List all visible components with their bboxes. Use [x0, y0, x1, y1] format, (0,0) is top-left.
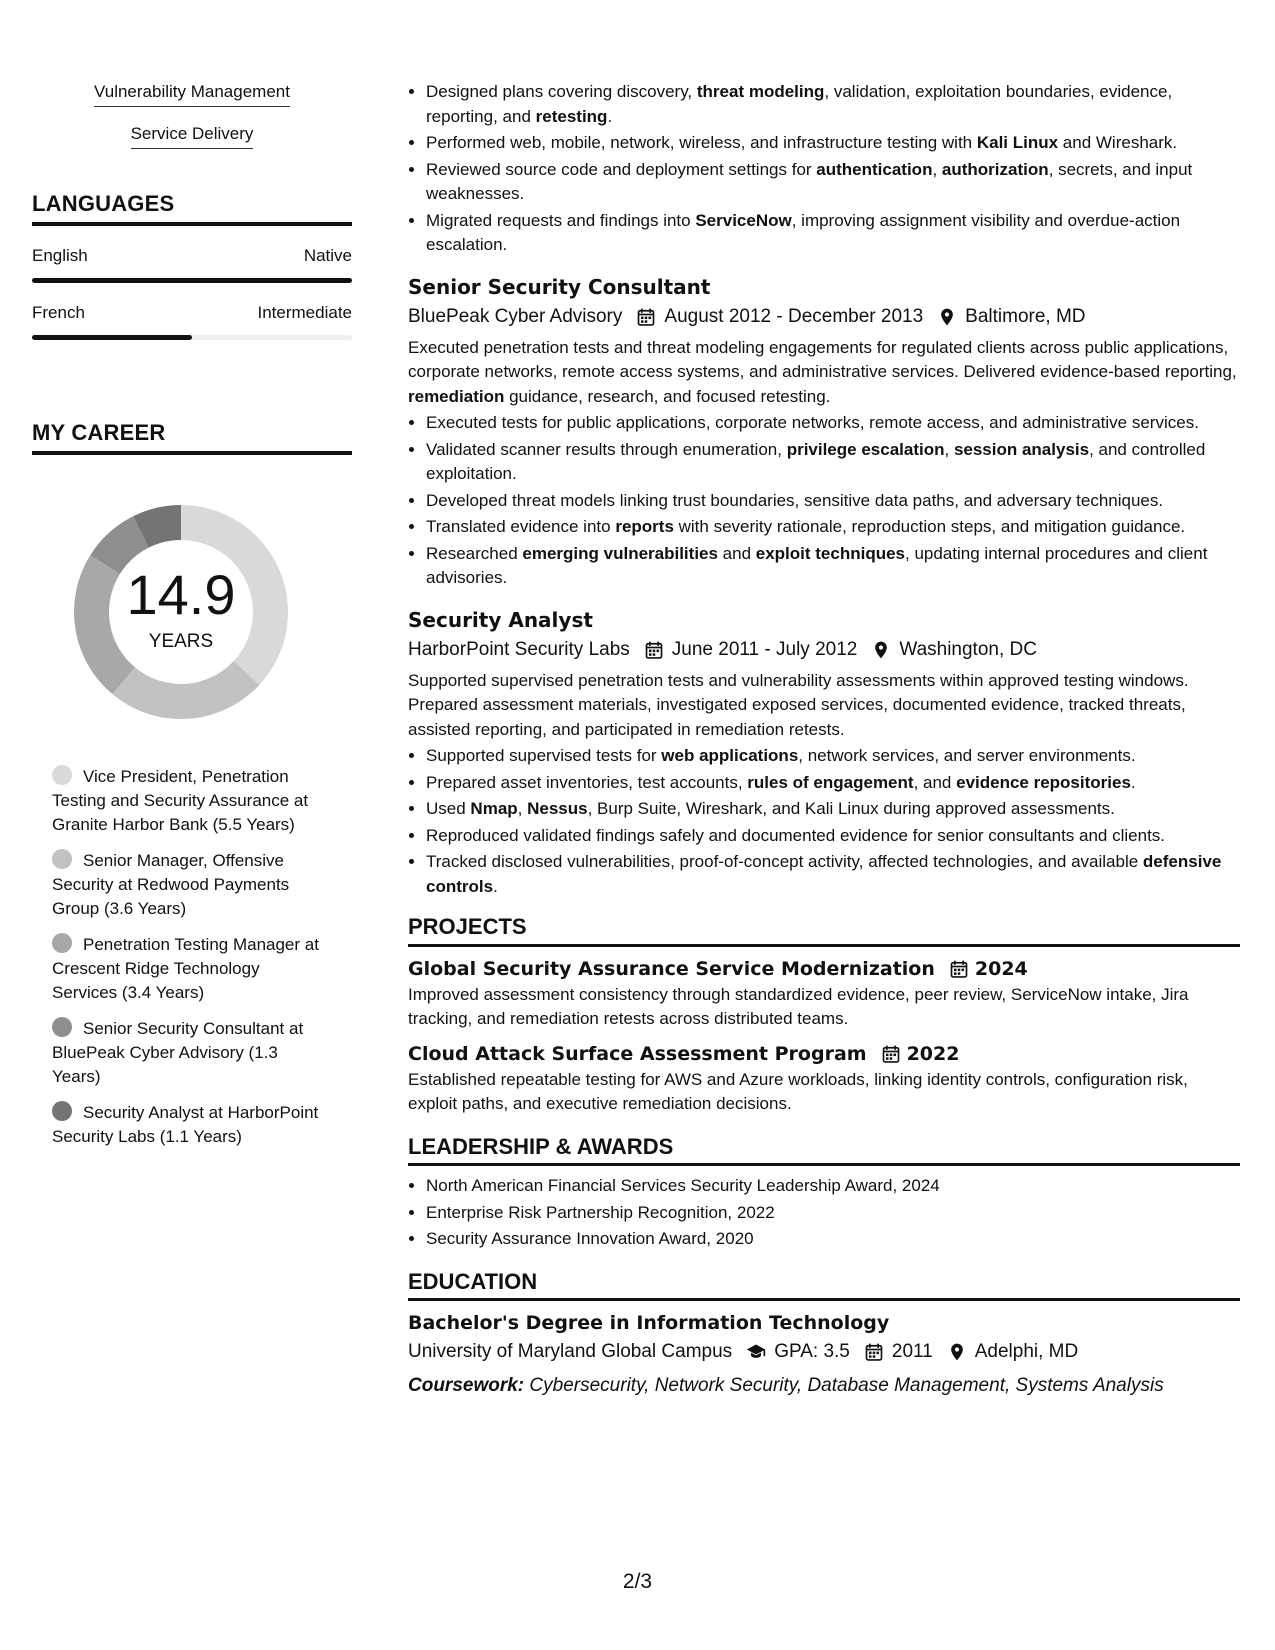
languages-heading: LANGUAGES	[32, 191, 352, 226]
bullet-item: • Prepared asset inventories, test accounts, rules of engagement, and evidence repositories.	[426, 771, 1240, 796]
coursework-label: Coursework:	[408, 1375, 525, 1396]
skill-tag: Vulnerability Management	[94, 82, 290, 107]
language-proficiency-fill	[32, 278, 352, 283]
bullet-item: • Supported supervised tests for web applications, network services, and server environments.	[426, 744, 1240, 769]
job-dates: August 2012 - December 2013	[664, 305, 924, 327]
language-proficiency-bar	[32, 278, 352, 283]
company-name: HarborPoint Security Labs	[408, 638, 630, 660]
job-meta	[408, 302, 1240, 332]
career-years-unit: YEARS	[148, 631, 214, 652]
career-legend	[52, 765, 322, 1149]
languages-section	[32, 191, 352, 340]
bullet-item: • Migrated requests and findings into ServiceNow, improving assignment visibility and overdue-action escalation.	[426, 209, 1240, 258]
bullet-item: • Validated scanner results through enumeration, privilege escalation, session analysis, and controlled exploitation.	[426, 438, 1240, 487]
legend-label: Senior Security Consultant at BluePeak Cyber Advisory (1.3 Years)	[52, 1019, 304, 1086]
job-description: Supported supervised penetration tests and vulnerability assessments within approved testing windows. Prepared assessment materials, investigated exposed services, documented evidence, tracked threats, assisted reporting, and participated in remediation retests.	[408, 670, 1189, 739]
language-name: French	[32, 303, 85, 322]
project-description: Improved assessment consistency through standardized evidence, peer review, ServiceNow intake, Jira tracking, and remediation retests across distributed teams.	[408, 984, 1189, 1028]
job-location: Baltimore, MD	[965, 305, 1086, 327]
job-entry	[408, 272, 1240, 591]
legend-dot	[52, 1101, 72, 1121]
page-number: 2/3	[622, 1570, 653, 1593]
career-legend-item	[52, 1017, 322, 1089]
job-bullets	[408, 411, 1240, 591]
calendar-icon	[864, 1342, 884, 1362]
legend-dot	[52, 1017, 72, 1037]
bullet-item: • Translated evidence into reports with severity rationale, reproduction steps, and mitigation guidance.	[426, 515, 1240, 540]
career-donut-chart	[66, 497, 296, 727]
awards-list	[408, 1174, 1240, 1252]
bullet-item: • Designed plans covering discovery, threat modeling, validation, exploitation boundaries, evidence, reporting, and retesting.	[426, 80, 1240, 129]
career-heading: MY CAREER	[32, 420, 352, 455]
bullet-item: • Executed tests for public applications, corporate networks, remote access, and administrative services.	[426, 411, 1240, 436]
job-entry	[408, 605, 1240, 900]
project-title	[408, 1040, 1240, 1068]
legend-label: Security Analyst at HarborPoint Security Labs (1.1 Years)	[52, 1103, 319, 1146]
language-row	[32, 246, 352, 266]
legend-dot	[52, 765, 72, 785]
job-location: Washington, DC	[899, 638, 1037, 660]
job-description: Executed penetration tests and threat modeling engagements for regulated clients across public applications, corporate networks, remote access systems, and administrative services. Delivered evidence-based reporting, remediation guidance, research, and focused retesting.	[408, 337, 1237, 406]
left-column	[32, 82, 352, 1161]
career-section	[32, 420, 352, 1149]
career-legend-item	[52, 765, 322, 837]
award-item: • North American Financial Services Security Leadership Award, 2024	[426, 1174, 1240, 1199]
career-legend-item	[52, 933, 322, 1005]
project-description: Established repeatable testing for AWS and Azure workloads, linking identity controls, configuration risk, exploit paths, and executive remediation decisions.	[408, 1069, 1188, 1113]
project-title	[408, 955, 1240, 983]
language-row	[32, 303, 352, 323]
project-name: Cloud Attack Surface Assessment Program	[408, 1042, 867, 1065]
graduation-year: 2011	[891, 1341, 933, 1362]
legend-dot	[52, 849, 72, 869]
previous-job-bullets	[408, 80, 1240, 258]
job-dates: June 2011 - July 2012	[671, 638, 858, 660]
school-name: University of Maryland Global Campus	[408, 1341, 733, 1362]
skill-tag: Service Delivery	[131, 124, 254, 149]
bullet-item: • Performed web, mobile, network, wireless, and infrastructure testing with Kali Linux and Wireshark.	[426, 131, 1240, 156]
calendar-icon	[881, 1044, 901, 1064]
education-heading: EDUCATION	[408, 1270, 1240, 1302]
language-name: English	[32, 246, 88, 265]
bullet-item: • Tracked disclosed vulnerabilities, proof-of-concept activity, affected technologies, and available defensive controls.	[426, 850, 1240, 899]
project-name: Global Security Assurance Service Modernization	[408, 957, 935, 980]
education-meta	[408, 1337, 1240, 1367]
bullet-item: • Used Nmap, Nessus, Burp Suite, Wireshark, and Kali Linux during approved assessments.	[426, 797, 1240, 822]
job-meta	[408, 635, 1240, 665]
language-level: Native	[303, 246, 352, 265]
legend-label: Senior Manager, Offensive Security at Redwood Payments Group (3.6 Years)	[52, 851, 290, 918]
career-legend-item	[52, 1101, 322, 1149]
projects-heading: PROJECTS	[408, 915, 1240, 947]
bullet-item: • Reviewed source code and deployment settings for authentication, authorization, secrets, and input weaknesses.	[426, 158, 1240, 207]
language-proficiency-bar	[32, 335, 352, 340]
language-level: Intermediate	[257, 303, 352, 322]
degree-title: Bachelor's Degree in Information Technology	[408, 1312, 890, 1334]
calendar-icon	[636, 307, 656, 327]
project-year: 2022	[906, 1042, 960, 1065]
legend-dot	[52, 933, 72, 953]
award-item: • Enterprise Risk Partnership Recognition, 2022	[426, 1201, 1240, 1226]
languages-list	[32, 246, 352, 340]
job-bullets	[408, 744, 1240, 899]
map-pin-icon	[937, 307, 957, 327]
career-total-years: 14.9	[126, 563, 236, 626]
donut-center	[66, 497, 296, 727]
bullet-item: • Developed threat models linking trust boundaries, sensitive data paths, and adversary techniques.	[426, 489, 1240, 514]
job-title: Senior Security Consultant	[408, 274, 711, 299]
coursework-list: Cybersecurity, Network Security, Database Management, Systems Analysis	[529, 1375, 1164, 1396]
projects-list	[408, 955, 1240, 1117]
career-legend-item	[52, 849, 322, 921]
legend-label: Vice President, Penetration Testing and Security Assurance at Granite Harbor Bank (5.5 Years)	[52, 767, 309, 834]
right-column	[408, 80, 1240, 1401]
job-title: Security Analyst	[408, 607, 593, 632]
project-year: 2024	[974, 957, 1028, 980]
company-name: BluePeak Cyber Advisory	[408, 305, 623, 327]
experience-list	[408, 272, 1240, 900]
legend-label: Penetration Testing Manager at Crescent Ridge Technology Services (3.4 Years)	[52, 935, 319, 1002]
calendar-icon	[644, 640, 664, 660]
map-pin-icon	[947, 1342, 967, 1362]
school-location: Adelphi, MD	[974, 1341, 1079, 1362]
map-pin-icon	[871, 640, 891, 660]
awards-heading: LEADERSHIP & AWARDS	[408, 1135, 1240, 1167]
calendar-icon	[949, 959, 969, 979]
bullet-item: • Reproduced validated findings safely and documented evidence for senior consultants and clients.	[426, 824, 1240, 849]
graduation-cap-icon	[746, 1342, 766, 1362]
gpa: GPA: 3.5	[774, 1341, 850, 1362]
bullet-item: • Researched emerging vulnerabilities and exploit techniques, updating internal procedures and client advisories.	[426, 542, 1240, 591]
award-item: • Security Assurance Innovation Award, 2020	[426, 1227, 1240, 1252]
language-proficiency-fill	[32, 335, 192, 340]
coursework	[408, 1371, 1240, 1401]
